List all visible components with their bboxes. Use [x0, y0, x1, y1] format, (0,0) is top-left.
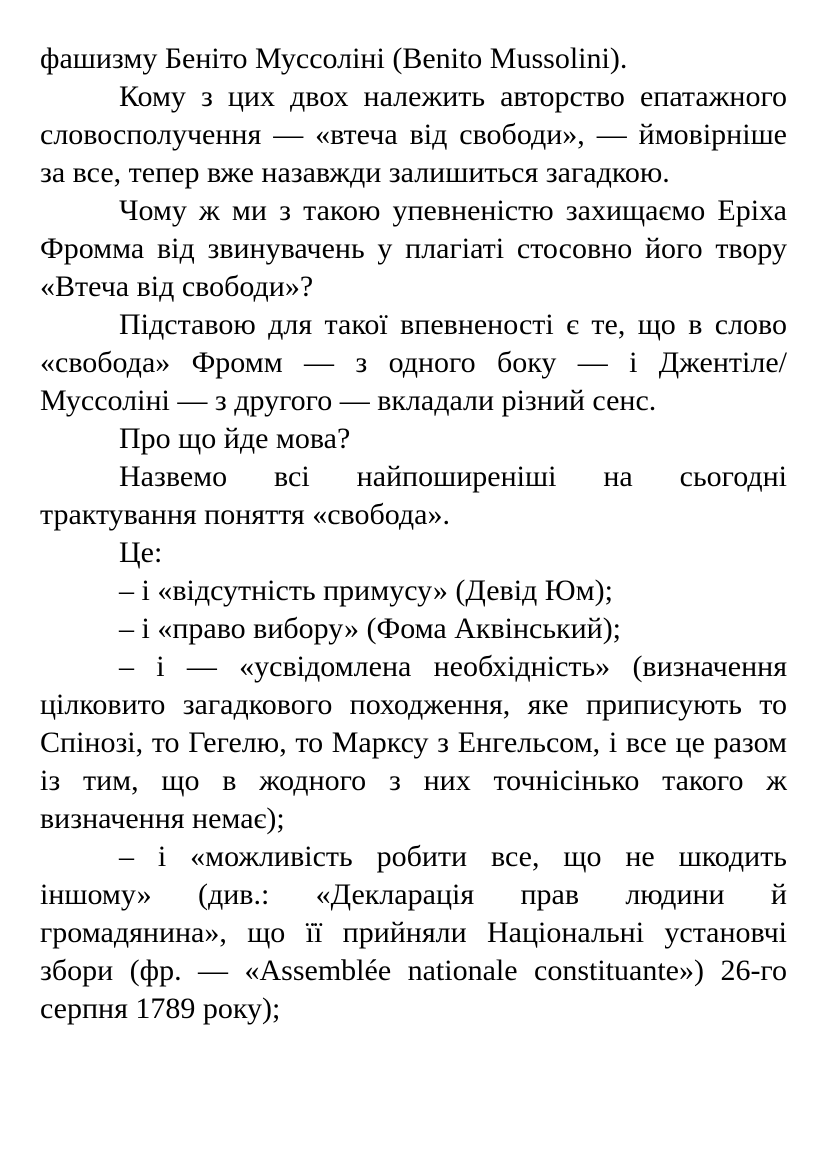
paragraph: Про що йде мова?	[119, 422, 351, 455]
paragraph: Чому ж ми з такою упевненістю захищаємо Еріха Фромма від звинувачень у плагіаті стосовно його твору «Втеча від свободи»?	[40, 194, 787, 303]
paragraph: Кому з цих двох належить авторство епатажного словосполучення — «втеча від свободи», — ймовірніше за все, тепер вже назавжди залишиться загадкою.	[40, 80, 787, 189]
paragraph: Підставою для такої впевненості є те, що в слово «свобода» Фромм — з одного боку — і Джентіле/Муссоліні — з другого — вкладали різний сенс.	[40, 308, 787, 417]
list-item: – і — «усвідомлена необхідність» (визначення цілковито загадкового походження, яке приписують то Спінозі, то Гегелю, то Марксу з Енгельсом, і все це разом із тим, що в жодного з них точнісінько такого ж визначення немає);	[40, 650, 787, 835]
paragraph: Назвемо всі найпоширеніші на сьогодні трактування поняття «свобода».	[40, 460, 787, 531]
document-page	[40, 40, 787, 1028]
list-item: – і «відсутність примусу» (Девід Юм);	[119, 574, 613, 607]
paragraph: Це:	[119, 536, 163, 569]
list-item: – і «право вибору» (Фома Аквінський);	[119, 612, 622, 645]
list-item: – і «можливість робити все, що не шкодить іншому» (див.: «Декларація прав людини й громадянина», що її прийняли Національні установчі збори (фр. — «Assemblée nationale constituante») 26-го серпня 1789 року);	[40, 840, 787, 1025]
paragraph: фашизму Беніто Муссоліні (Benito Mussolini).	[40, 42, 628, 75]
